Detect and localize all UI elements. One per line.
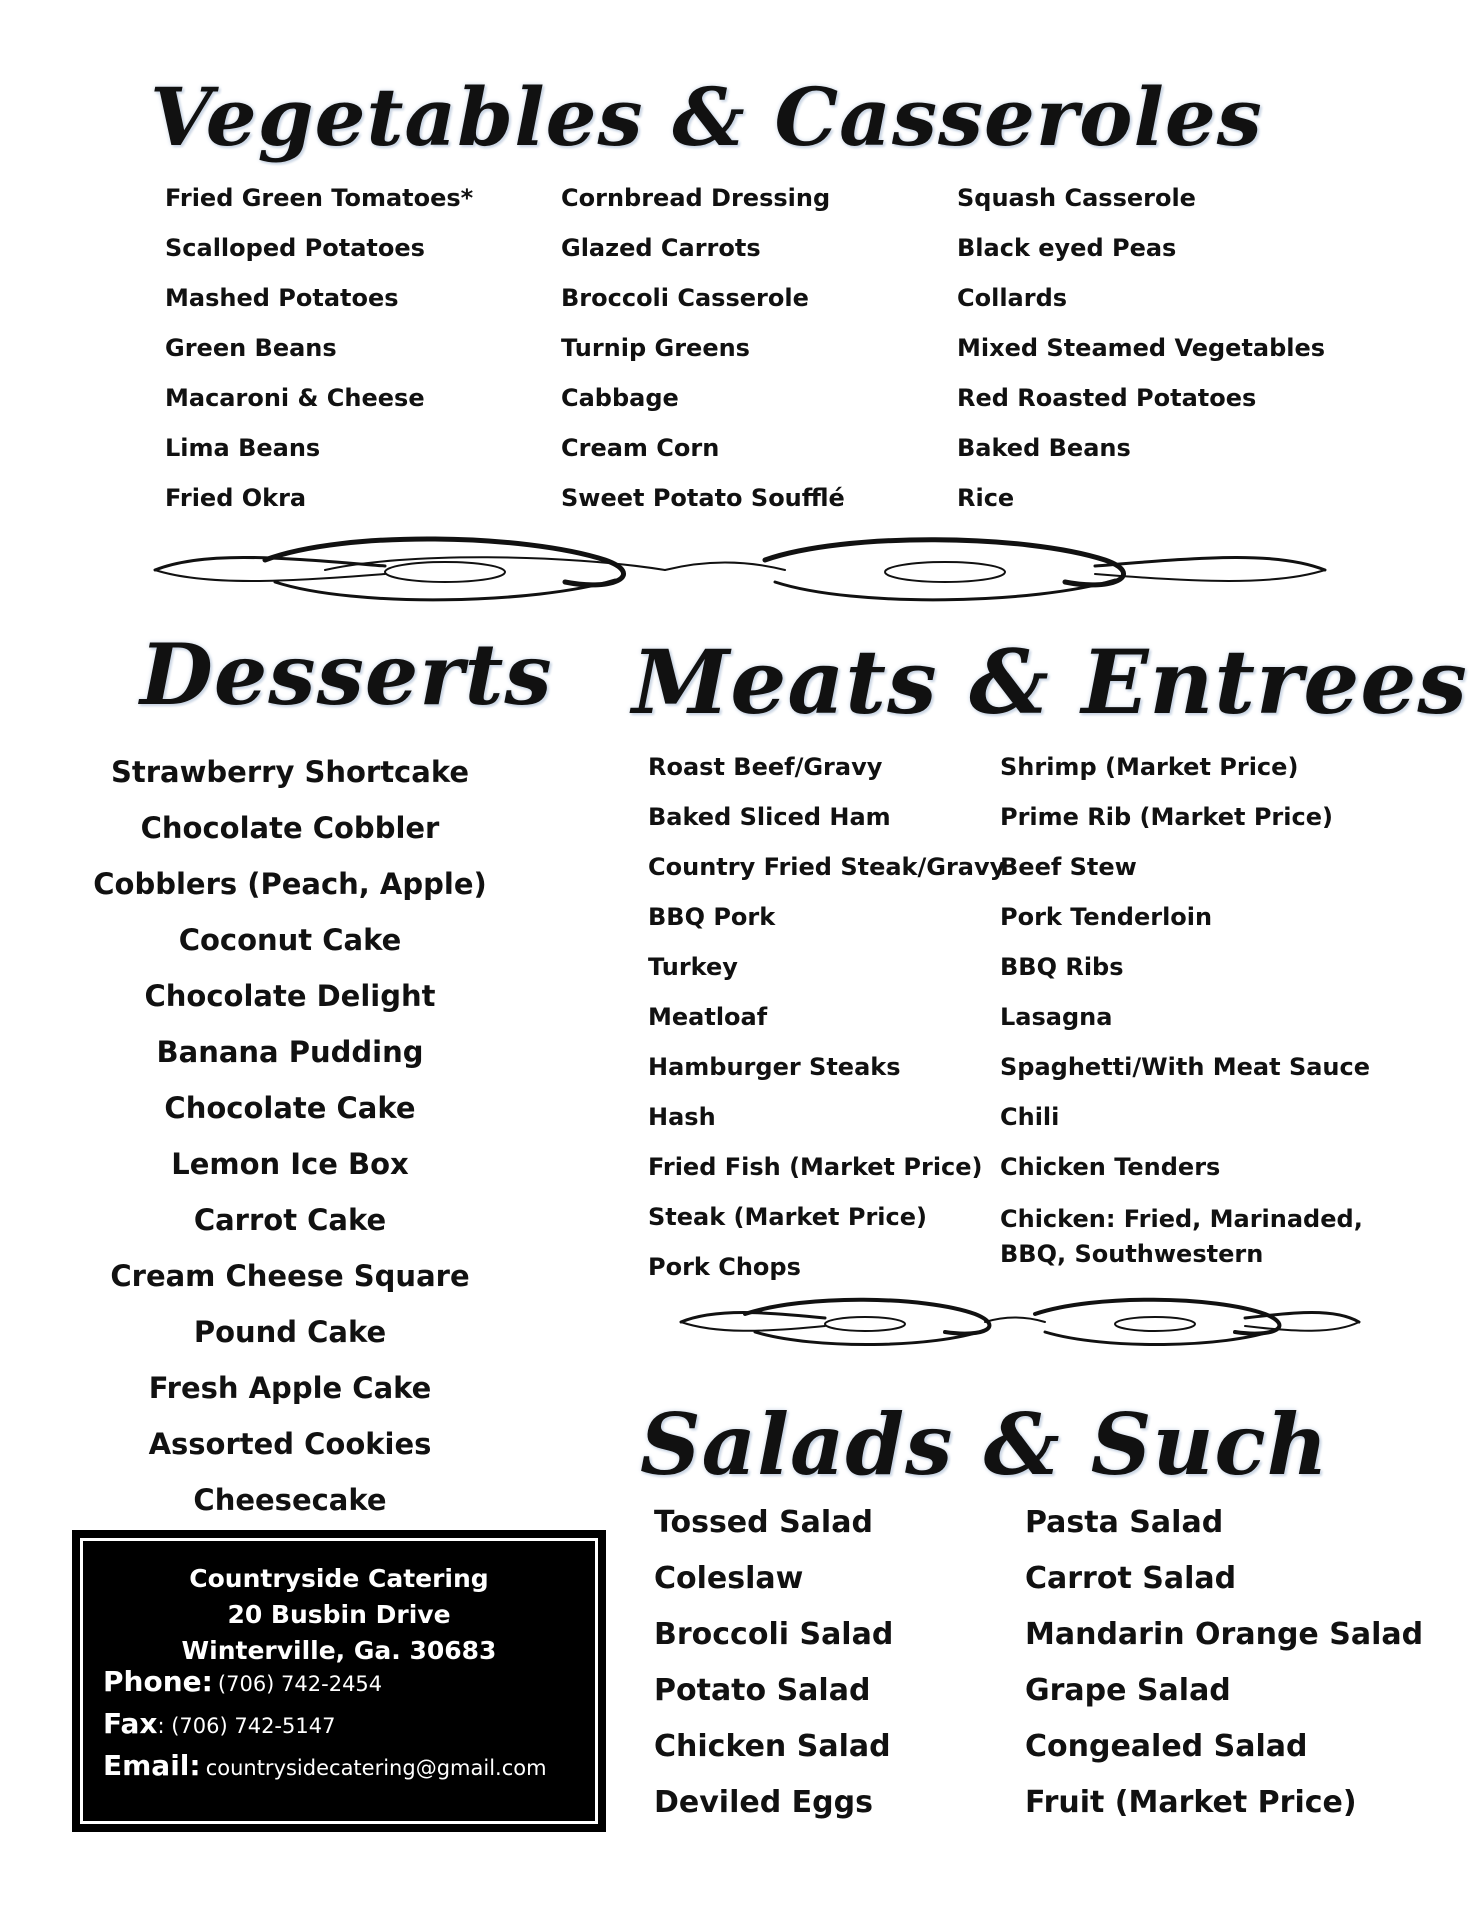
list-item: Broccoli Salad [654,1617,894,1652]
list-item: Country Fried Steak/Gravy [648,853,1006,881]
list-item: Glazed Carrots [561,234,761,262]
list-item: Lemon Ice Box [171,1147,409,1181]
list-item: Shrimp (Market Price) [1000,753,1299,781]
list-item: Rice [957,484,1015,512]
contact-box [72,1530,606,1832]
list-item: Pork Tenderloin [1000,903,1213,931]
list-item: Mixed Steamed Vegetables [957,334,1326,362]
phone-row [103,1661,547,1703]
list-item: Fried Green Tomatoes* [165,184,474,212]
list-item: BBQ Pork [648,903,776,931]
list-item: Spaghetti/With Meat Sauce [1000,1053,1371,1081]
list-item: Congealed Salad [1025,1729,1308,1764]
list-item: Chocolate Cake [164,1091,416,1125]
phone-label: Phone: [103,1665,213,1698]
meats-title: Meats & Entrees [632,630,1468,734]
list-item: Roast Beef/Gravy [648,753,883,781]
list-item: Hash [648,1103,716,1131]
list-item: Chocolate Delight [144,979,436,1013]
list-item: Fresh Apple Cake [148,1371,432,1405]
list-item: Coleslaw [654,1561,804,1596]
list-item: Scalloped Potatoes [165,234,425,262]
meats-col-2 [1000,752,1370,1272]
list-item: Macaroni & Cheese [165,384,425,412]
list-item: Prime Rib (Market Price) [1000,803,1333,831]
list-item: Fried Fish (Market Price) [648,1153,983,1181]
list-item: Lima Beans [165,434,321,462]
contact-rows [103,1661,547,1787]
list-item: Carrot Cake [193,1203,387,1237]
list-item: Pasta Salad [1025,1505,1224,1540]
fax-number: : (706) 742-5147 [157,1714,336,1738]
desserts-list [80,752,500,1536]
list-item: Cream Cheese Square [110,1259,470,1293]
business-name: Countryside Catering [189,1564,489,1593]
list-item: Potato Salad [654,1673,871,1708]
list-item: Chicken Tenders [1000,1153,1221,1181]
list-item: Chili [1000,1103,1060,1131]
list-item: Fried Okra [165,484,307,512]
list-item: Steak (Market Price) [648,1203,927,1231]
fax-row [103,1703,547,1745]
phone-number[interactable]: (706) 742-2454 [217,1672,383,1696]
list-item: Red Roasted Potatoes [957,384,1257,412]
salads-title: Salads & Such [640,1395,1329,1494]
salads-col-1 [654,1505,893,1841]
list-item: Turkey [648,953,738,981]
list-item: Mandarin Orange Salad [1025,1617,1424,1652]
email-address[interactable]: countrysidecatering@gmail.com [205,1756,547,1780]
list-item: Lasagna [1000,1003,1113,1031]
list-item: Coconut Cake [178,923,402,957]
list-item: Fruit (Market Price) [1025,1785,1357,1820]
email-row [103,1745,547,1787]
list-item: Strawberry Shortcake [111,755,469,789]
list-item: Assorted Cookies [148,1427,432,1461]
list-item: Hamburger Steaks [648,1053,901,1081]
vegetables-col-2 [561,183,845,533]
list-item: Cabbage [561,384,679,412]
list-item: Mashed Potatoes [165,284,399,312]
fax-label: Fax [103,1707,158,1740]
vegetables-title: Vegetables & Casseroles [150,70,1263,164]
list-item: Carrot Salad [1025,1561,1237,1596]
list-item: Chocolate Cobbler [140,811,440,845]
list-item: Chicken Salad [654,1729,891,1764]
list-item: Grape Salad [1025,1673,1231,1708]
list-item: Collards [957,284,1068,312]
desserts-title: Desserts [140,625,553,724]
list-item: Green Beans [165,334,337,362]
list-item: Cornbread Dressing [561,184,831,212]
contact-address-block [83,1561,595,1669]
list-item: Cheesecake [193,1483,387,1517]
list-item: Pork Chops [648,1253,801,1281]
salads-col-2 [1025,1505,1423,1841]
list-item: Tossed Salad [654,1505,873,1540]
contact-box-inner [80,1538,598,1824]
list-item: Baked Sliced Ham [648,803,891,831]
flourish-divider [145,530,1335,610]
vegetables-col-1 [165,183,473,533]
list-item: Cobblers (Peach, Apple) [93,867,487,901]
list-item-multiline [1000,1202,1370,1272]
vegetables-col-3 [957,183,1325,533]
list-item-line: BBQ, Southwestern [1000,1240,1264,1268]
city-state-zip: Winterville, Ga. 30683 [181,1636,497,1665]
list-item: Beef Stew [1000,853,1137,881]
list-item: Banana Pudding [156,1035,424,1069]
list-item: Turnip Greens [561,334,750,362]
flourish-divider [675,1292,1365,1352]
list-item: Deviled Eggs [654,1785,873,1820]
list-item: BBQ Ribs [1000,953,1124,981]
list-item: Pound Cake [193,1315,387,1349]
list-item-line: Chicken: Fried, Marinaded, [1000,1205,1363,1233]
list-item: Sweet Potato Soufflé [561,484,845,512]
list-item: Meatloaf [648,1003,768,1031]
list-item: Baked Beans [957,434,1131,462]
list-item: Black eyed Peas [957,234,1177,262]
list-item: Broccoli Casserole [561,284,809,312]
street-address: 20 Busbin Drive [227,1600,451,1629]
list-item: Squash Casserole [957,184,1196,212]
email-label: Email: [103,1749,201,1782]
meats-col-1 [648,752,1005,1302]
list-item: Cream Corn [561,434,720,462]
